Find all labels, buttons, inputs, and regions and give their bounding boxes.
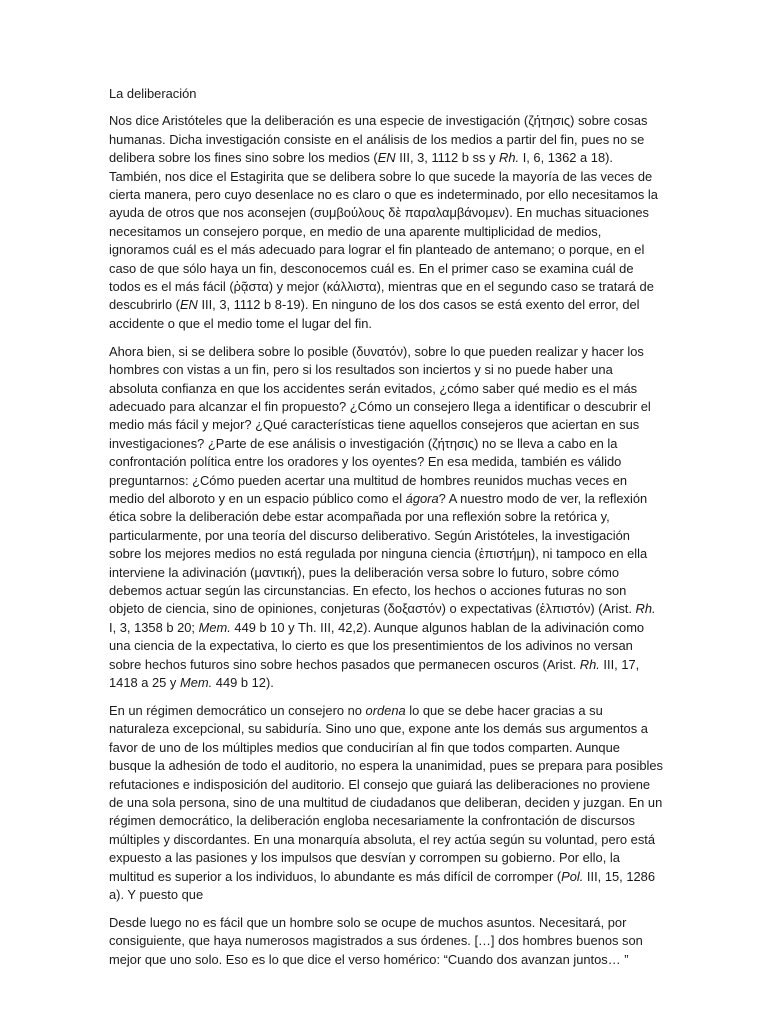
- italic-text-run: Mem.: [179, 675, 213, 691]
- italic-text-run: ordena: [365, 703, 406, 718]
- italic-text-run: Rh.: [499, 150, 520, 166]
- italic-text-run: EN: [179, 297, 198, 313]
- text-run: III, 15, 1286 a). Y puesto que: [109, 868, 656, 903]
- text-run: 449 b 10 y Th. III, 42,2). Aunque algunos hablan de la adivinación como una ciencia de la expectativa, lo cierto es que los presentimientos de los adivinos no versan sobre hechos futuros sino sobre hechos pasados que permanecen oscuros (Arist.: [109, 619, 645, 672]
- text-run: ? A nuestro modo de ver, la reflexión ética sobre la deliberación debe estar acompañada por una reflexión sobre la retórica y, particularmente, por una teoría del discurso deliberativo. Según Aristóteles, la investigación sobre los mejores medios no está regulada por ninguna ciencia (ἐπιστήμη), ni tampoco en ella interviene la adivinación (μαντική), pues la deliberación versa sobre lo futuro, sobre cómo debemos actuar según las circunstancias. En efecto, los hechos o acciones futuras no son objeto de ciencia, sino de opiniones, conjeturas (δοξαστόν) o expectativas (ἐλπιστόν) (Arist.: [109, 491, 648, 617]
- text-run: Ahora bien, si se delibera sobre lo posible (δυνατόν), sobre lo que pueden realizar y hacer los hombres con vistas a un fin, pero si los resultados son inciertos y si no puede haber una absoluta confianza en que los accidentes serán evitados, ¿cómo saber qué medio es el más adecuado para alcanzar el fin propuesto? ¿Cómo un consejero llega a identificar o descubrir el medio más fácil y mejor? ¿Qué características tiene aquellos consejeros que aciertan en sus investigaciones? ¿Parte de ese análisis o investigación (ζήτησις) no se lleva a cabo en la confrontación política entre los oradores y los oyentes? En esa medida, también es válido preguntarnos: ¿Cómo pueden acertar una multitud de hombres reunidos muchas veces en medio del alboroto y en un espacio público como el: [109, 343, 651, 507]
- text-run: III, 3, 1112 b ss y: [395, 150, 500, 166]
- italic-text-run: Rh.: [635, 601, 656, 617]
- text-run: I, 6, 1362 a 18). También, nos dice el Estagirita que se delibera sobre lo que sucede la mayoría de las veces de cierta manera, pero cuyo desenlace no es claro o que es indeterminado, por ello necesitamos la ayuda de otros que nos aconsejen (συμβούλους δὲ παραλαμβάνομεν). En muchas situaciones necesitamos un consejero porque, en medio de una aparente multiplicidad de medios, ignoramos cuál es el más adecuado para lograr el fin planteado de antemano; o porque, en el caso de que sólo haya un fin, desconocemos cuál es. En el primer caso se examina cuál de todos es el más fácil (ῥᾷστα) y mejor (κάλλιστα), mientras que en el segundo caso se tratará de descubrirlo (: [109, 150, 658, 313]
- paragraph-4: [109, 914, 665, 969]
- paragraph-1: [109, 112, 665, 333]
- text-run: Nos dice Aristóteles que la deliberación es una especie de investigación (ζήτησις) sobre cosas humanas. Dicha investigación consiste en el análisis de los medios a partir del fin, pues no se delibera sobre los fines sino sobre los medios (: [109, 113, 648, 166]
- text-run: III, 17, 1418 a 25 y: [109, 656, 640, 691]
- italic-text-run: Rh.: [579, 656, 600, 672]
- italic-text-run: Pol.: [561, 868, 584, 884]
- paragraph-3: [109, 702, 665, 904]
- text-run: I, 3, 1358 b 20;: [109, 619, 199, 635]
- text-run: 449 b 12).: [212, 675, 274, 691]
- document-page: [109, 85, 665, 979]
- paragraph-2: [109, 343, 665, 693]
- text-run: Desde luego no es fácil que un hombre solo se ocupe de muchos asuntos. Necesitará, por consiguiente, que haya numerosos magistrados a sus órdenes. […] dos hombres buenos son mejor que uno solo. Eso es lo que dice el verso homérico: “Cuando dos avanzan juntos… ”: [109, 914, 643, 967]
- italic-text-run: ágora: [405, 491, 439, 507]
- text-run: III, 3, 1112 b 8-19). En ninguno de los dos casos se está exento del error, del accidente o que el medio tome el lugar del fin.: [109, 297, 640, 331]
- text-run: En un régimen democrático un consejero no: [109, 703, 366, 718]
- text-run: lo que se debe hacer gracias a su naturaleza excepcional, su sabiduría. Sino uno que, expone ante los demás sus argumentos a favor de uno de los múltiples medios que conducirían al fin que todos comparten. Aunque busque la adhesión de todo el auditorio, no espera la unanimidad, pues se prepara para posibles refutaciones e indisposición del auditorio. El consejo que guiará las deliberaciones no proviene de una sola persona, sino de una multitud de ciudadanos que deliberan, deciden y juzgan. En un régimen democrático, la deliberación engloba necesariamente la confrontación de discursos múltiples y discordantes. En una monarquía absoluta, el rey actúa según su voluntad, pero está expuesto a las pasiones y los impulsos que desvían y corrompen su gobierno. Por ello, la multitud es superior a los individuos, lo abundante es más difícil de corromper (: [109, 703, 663, 884]
- italic-text-run: EN: [377, 150, 396, 166]
- italic-text-run: Mem.: [198, 619, 231, 635]
- document-title: La deliberación: [109, 86, 197, 101]
